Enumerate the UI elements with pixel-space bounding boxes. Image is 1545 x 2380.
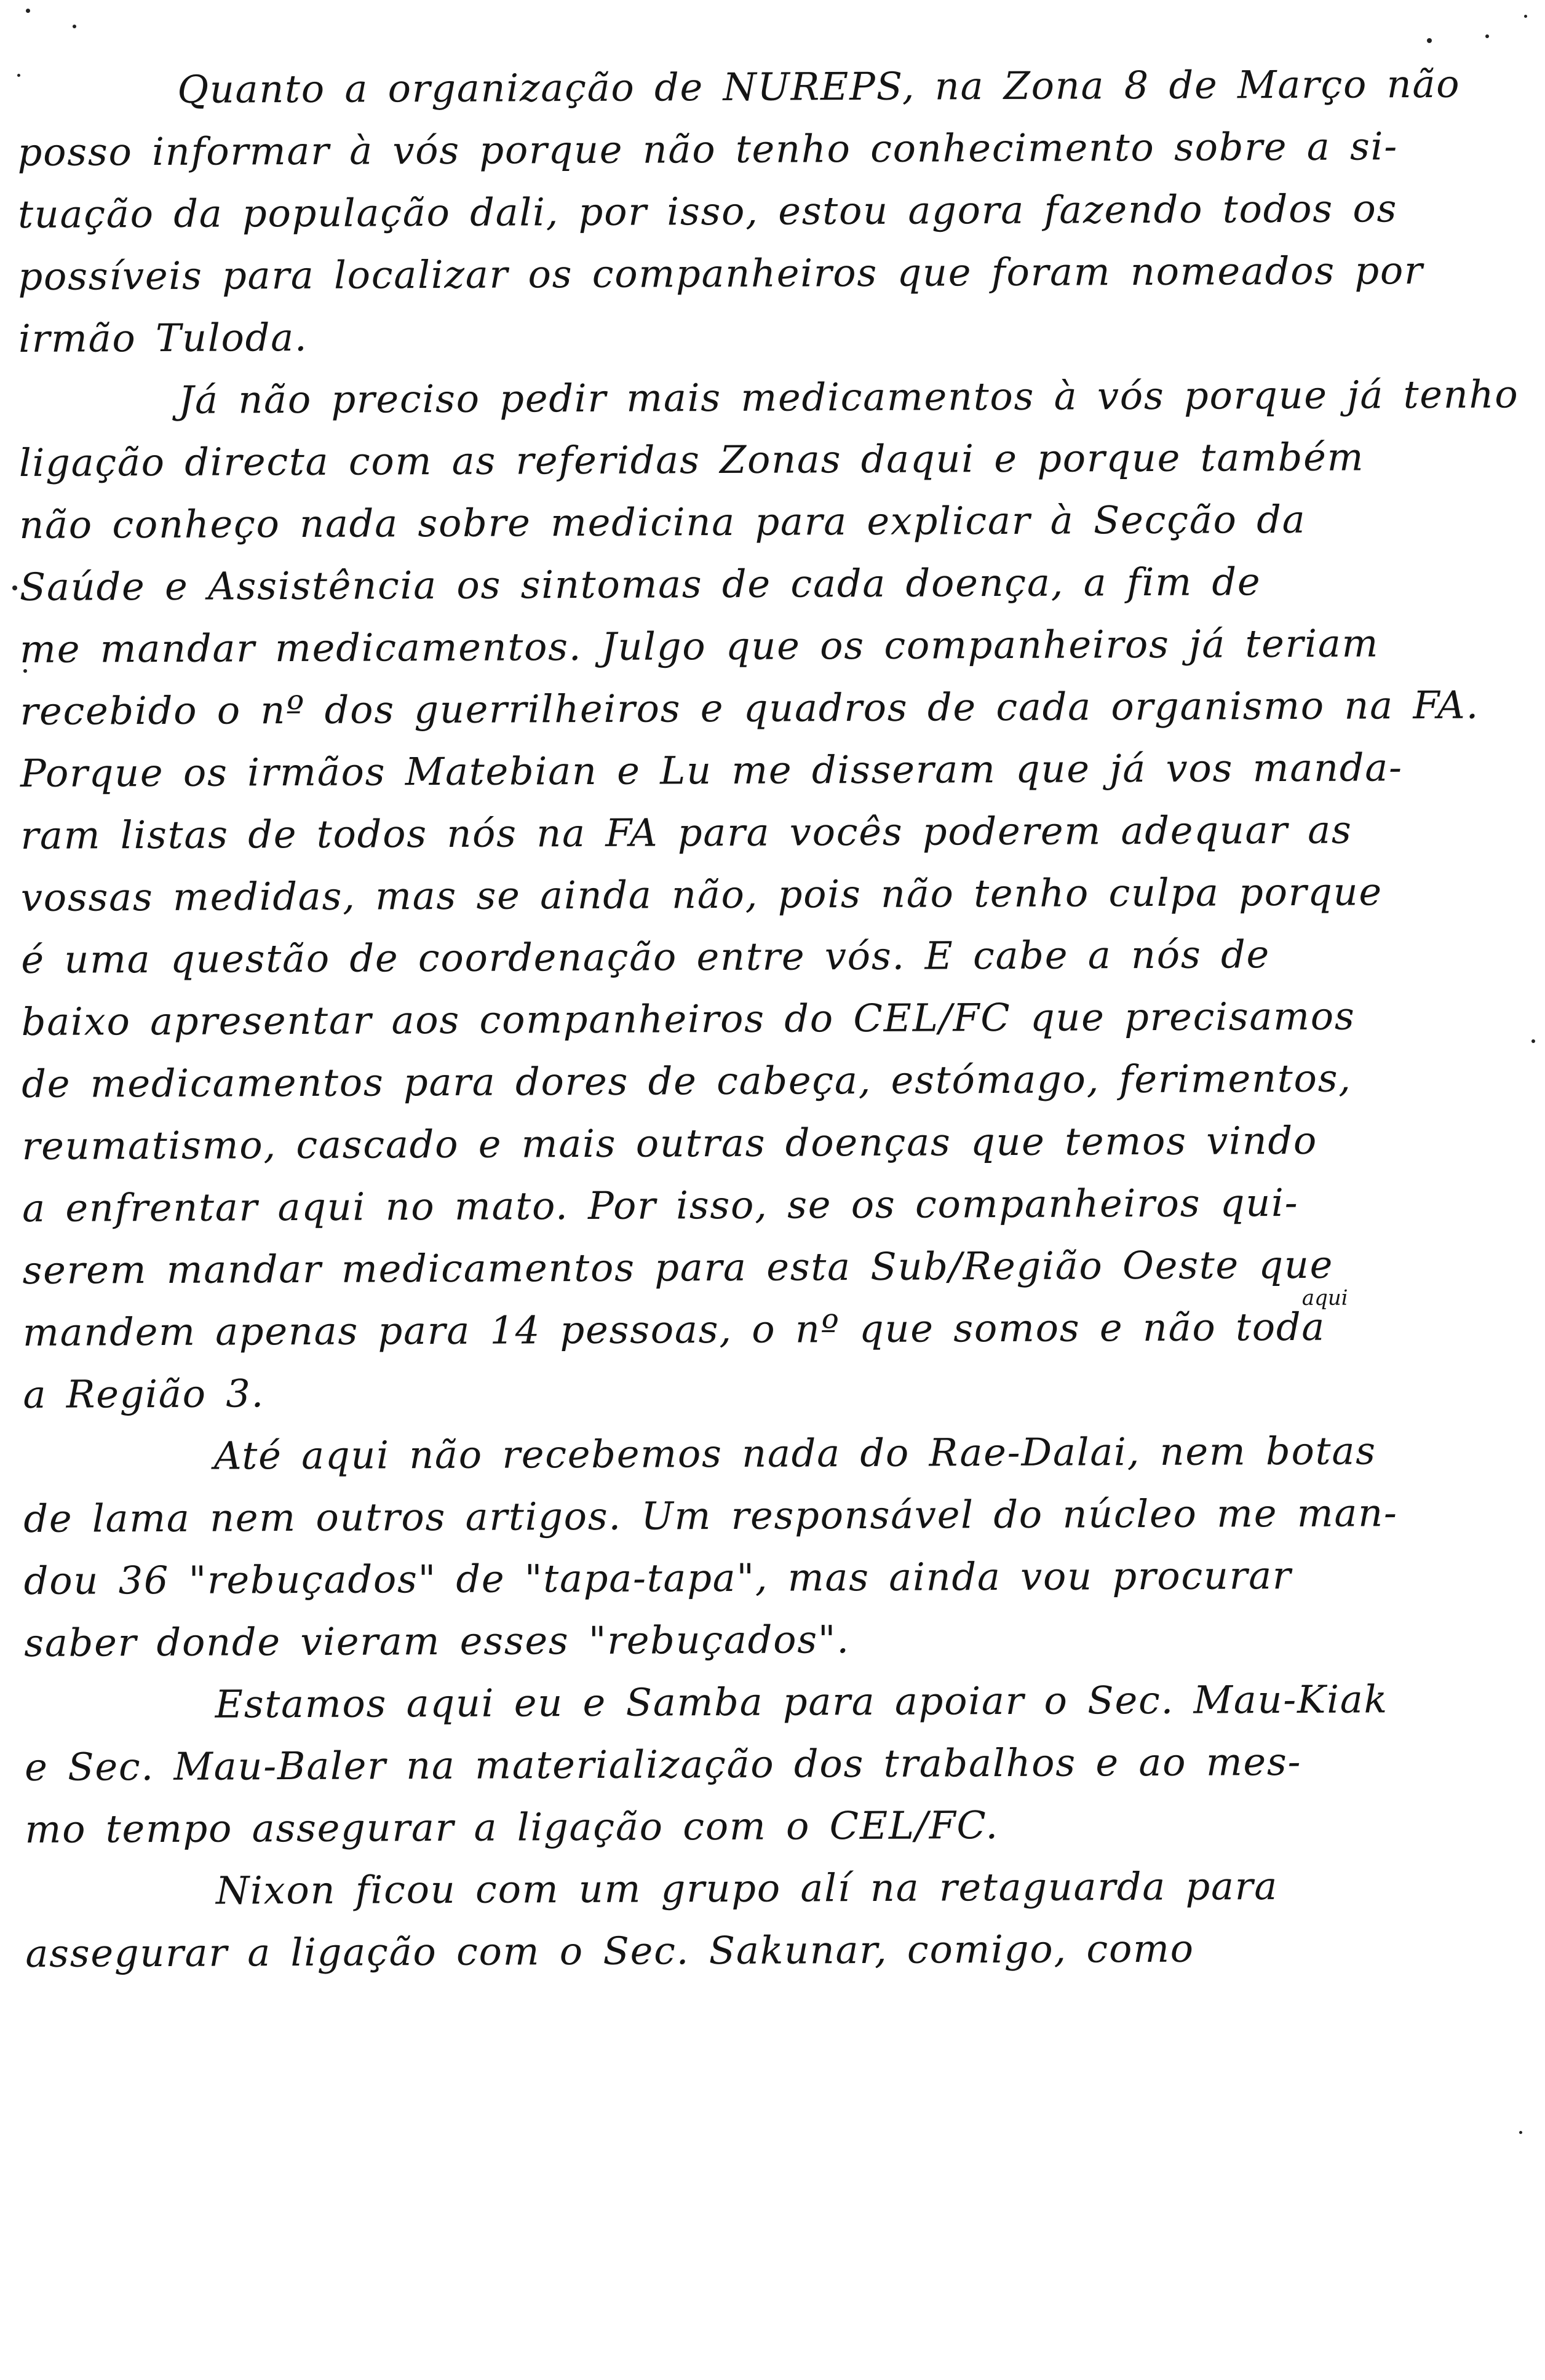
letter-line: não conheço nada sobre medicina para explicar à Secção da xyxy=(19,496,1306,547)
letter-line: Até aqui não recebemos nada do Rae-Dalai, nem botas xyxy=(213,1428,1376,1478)
scan-speck xyxy=(1519,2131,1522,2134)
letter-line: recebido o nº dos guerrilheiros e quadros de cada organismo na FA. xyxy=(20,682,1480,734)
letter-line: Porque os irmãos Matebian e Lu me disseram que já vos manda- xyxy=(20,745,1403,796)
letter-body xyxy=(17,52,1528,1976)
letter-line: possíveis para localizar os companheiros que foram nomeados por xyxy=(18,248,1424,299)
letter-line: irmão Tuloda. xyxy=(18,314,308,361)
letter-line: mo tempo assegurar a ligação com o CEL/FC. xyxy=(25,1803,999,1852)
letter-line: serem mandar medicamentos para esta Sub/Região Oeste que xyxy=(22,1242,1334,1293)
letter-line: ligação directa com as referidas Zonas daqui e porque também xyxy=(18,434,1365,485)
letter-line: Quanto a organização de NUREPS, na Zona 8 de Março não xyxy=(177,61,1461,112)
page-bottom-edge xyxy=(0,2371,1545,2380)
letter-line: tuação da população dali, por isso, estou agora fazendo todos os xyxy=(17,186,1398,237)
scan-speck xyxy=(12,585,17,590)
letter-line: posso informar à vós porque não tenho conhecimento sobre a si- xyxy=(17,124,1399,175)
letter-line: a enfrentar aqui no mato. Por isso, se os companheiros qui- xyxy=(22,1180,1299,1231)
scan-speck xyxy=(1524,15,1527,18)
letter-line: é uma questão de coordenação entre vós. E cabe a nós de xyxy=(21,932,1271,982)
letter-line: reumatismo, cascado e mais outras doenças que temos vindo xyxy=(22,1117,1318,1168)
scan-speck xyxy=(26,9,30,13)
letter-line: Já não preciso pedir mais medicamentos à vós porque já tenho xyxy=(178,371,1519,422)
letter-line: e Sec. Mau-Baler na materialização dos trabalhos e ao mes- xyxy=(24,1739,1302,1790)
letter-line: dou 36 "rebuçados" de "tapa-tapa", mas ainda vou procurar xyxy=(23,1552,1292,1603)
letter-line: mandem apenas para 14 pessoas, o nº que somos e não toda xyxy=(22,1304,1326,1355)
letter-line: Estamos aqui eu e Samba para apoiar o Sec. Mau-Kiak xyxy=(215,1676,1389,1727)
letter-line: de lama nem outros artigos. Um responsável do núcleo me man- xyxy=(23,1490,1398,1541)
scan-speck xyxy=(1531,1039,1535,1043)
letter-line: Saúde e Assistência os sintomas de cada doença, a fim de xyxy=(19,559,1261,609)
insertion-mark: aqui xyxy=(1301,1285,1348,1311)
letter-line: vossas medidas, mas se ainda não, pois não tenho culpa porque xyxy=(20,869,1383,920)
scan-speck xyxy=(1485,34,1489,38)
letter-line: Nixon ficou com um grupo alí na retaguarda para xyxy=(215,1863,1279,1913)
letter-line: me mandar medicamentos. Julgo que os companheiros já teriam xyxy=(20,621,1380,672)
scan-speck xyxy=(73,25,76,28)
letter-line: a Região 3. xyxy=(23,1371,265,1417)
letter-line: ram listas de todos nós na FA para vocês poderem adequar as xyxy=(20,807,1352,858)
letter-line: saber donde vieram esses "rebuçados". xyxy=(24,1617,850,1665)
letter-line: baixo apresentar aos companheiros do CEL/FC que precisamos xyxy=(21,993,1356,1044)
scan-speck xyxy=(17,74,20,77)
scan-speck xyxy=(1427,38,1432,43)
letter-line: de medicamentos para dores de cabeça, estómago, ferimentos, xyxy=(22,1055,1352,1106)
letter-line: assegurar a ligação com o Sec. Sakunar, comigo, como xyxy=(25,1926,1194,1976)
